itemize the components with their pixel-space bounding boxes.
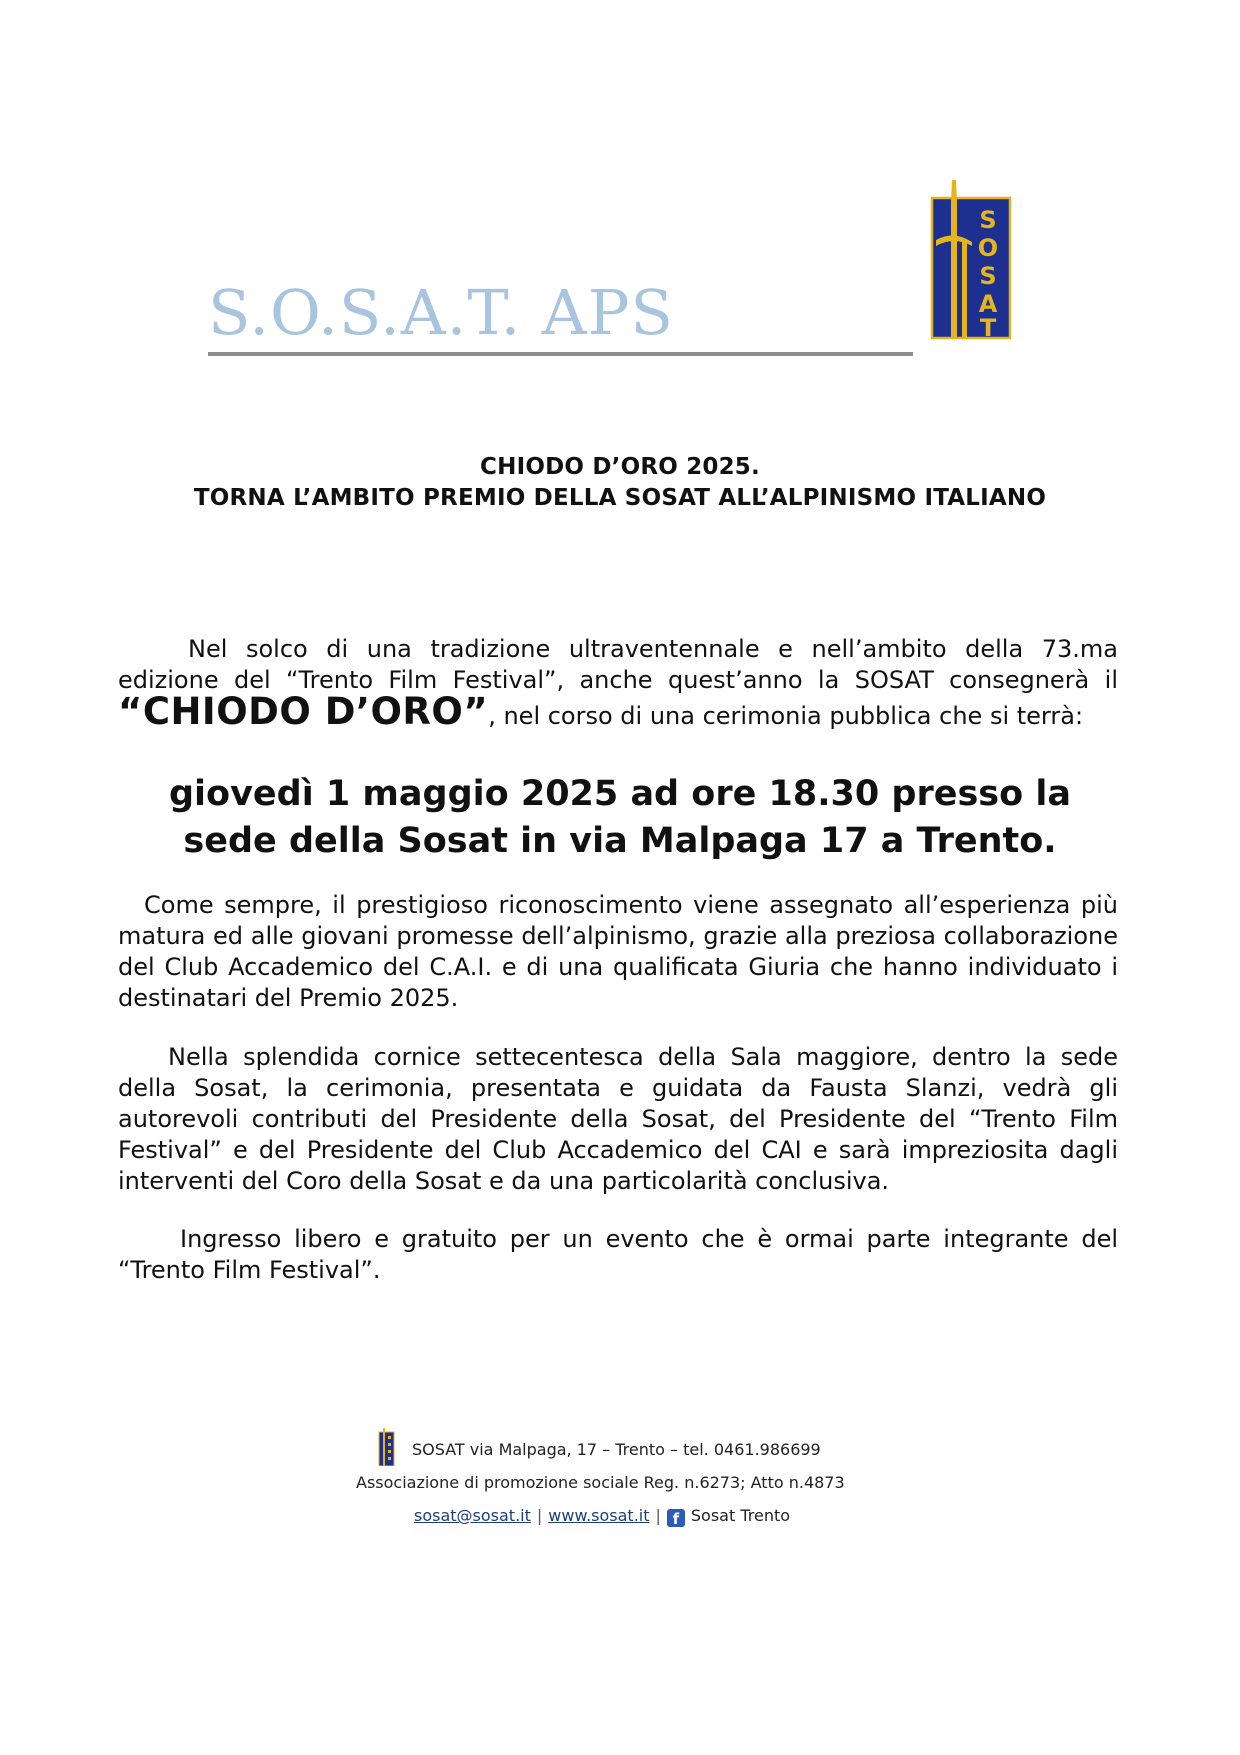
footer-separator-2: |	[655, 1506, 661, 1525]
event-details	[0, 771, 1240, 865]
logo-letter-o: O	[977, 234, 999, 262]
body-paragraph-3-text: Ingresso libero e gratuito per un evento che è ormai parte integrante del “Trento Film Festival”.	[118, 1225, 1118, 1284]
logo-letter-t: T	[979, 314, 997, 340]
intro-text-after: , nel corso di una cerimonia pubblica che si terrà:	[488, 702, 1084, 730]
header-rule	[208, 352, 913, 356]
intro-paragraph	[118, 634, 1118, 732]
logo-letter-s1: S	[979, 206, 997, 234]
body-paragraph-2-text: Nella splendida cornice settecentesca della Sala maggiore, dentro la sede della Sosat, la cerimonia, presentata e guidata da Fausta Slanzi, vedrà gli autorevoli contributi del Presidente della Sosat, del Presidente del “Trento Film Festival” e del Presidente del Club Accademico del CAI e sarà impreziosita dagli interventi del Coro della Sosat e da una particolarità conclusiva.	[118, 1043, 1118, 1195]
body-paragraph-3	[118, 1224, 1118, 1286]
facebook-icon: f	[667, 1509, 685, 1527]
piton-shaft	[951, 202, 957, 338]
logo-badge	[932, 198, 1010, 338]
event-place-line: sede della Sosat in via Malpaga 17 a Trento.	[183, 821, 1057, 861]
chiodo-doro-highlight: “CHIODO D’ORO”	[118, 690, 489, 733]
email-link[interactable]: sosat@sosat.it	[414, 1506, 531, 1525]
body-paragraph-1-text: Come sempre, il prestigioso riconoscimento viene assegnato all’esperienza più matura ed alle giovani promesse dell’alpinismo, grazie alla preziosa collaborazione del Club Accademico del C.A.I. e di una qualificata Giuria che hanno individuato i destinatari del Premio 2025.	[118, 891, 1118, 1012]
footer-separator-1: |	[536, 1506, 543, 1525]
logo-letter-s2: S	[979, 262, 997, 290]
piton-tip	[951, 180, 957, 202]
intro-text-before: Nel solco di una tradizione ultraventennale e nell’ambito della 73.ma edizione del “Trento Film Festival”, anche quest’anno la SOSAT consegnerà il	[118, 635, 1118, 694]
logo-letter-a: A	[978, 290, 998, 318]
sosat-wordmark: S.O.S.A.T. APS	[208, 276, 674, 349]
piton-shaft-2	[962, 240, 967, 338]
body-paragraph-2	[118, 1042, 1118, 1197]
body-paragraph-1	[118, 890, 1118, 1014]
page-title: CHIODO D’ORO 2025.	[480, 454, 760, 480]
page-subtitle: TORNA L’AMBITO PREMIO DELLA SOSAT ALL’ALPINISMO ITALIANO	[193, 485, 1047, 511]
event-date-line: giovedì 1 maggio 2025 ad ore 18.30 presso la	[169, 774, 1071, 814]
facebook-page-label[interactable]: Sosat Trento	[690, 1506, 791, 1525]
website-link[interactable]: www.sosat.it	[548, 1506, 650, 1525]
footer-sosat-logo-icon	[378, 1428, 395, 1466]
footer-registration: Associazione di promozione sociale Reg. n.6273; Atto n.4873	[356, 1473, 845, 1492]
sosat-logo	[926, 180, 1012, 340]
footer-contacts	[414, 1506, 790, 1527]
footer-address: SOSAT via Malpaga, 17 – Trento – tel. 0461.986699	[412, 1440, 821, 1459]
